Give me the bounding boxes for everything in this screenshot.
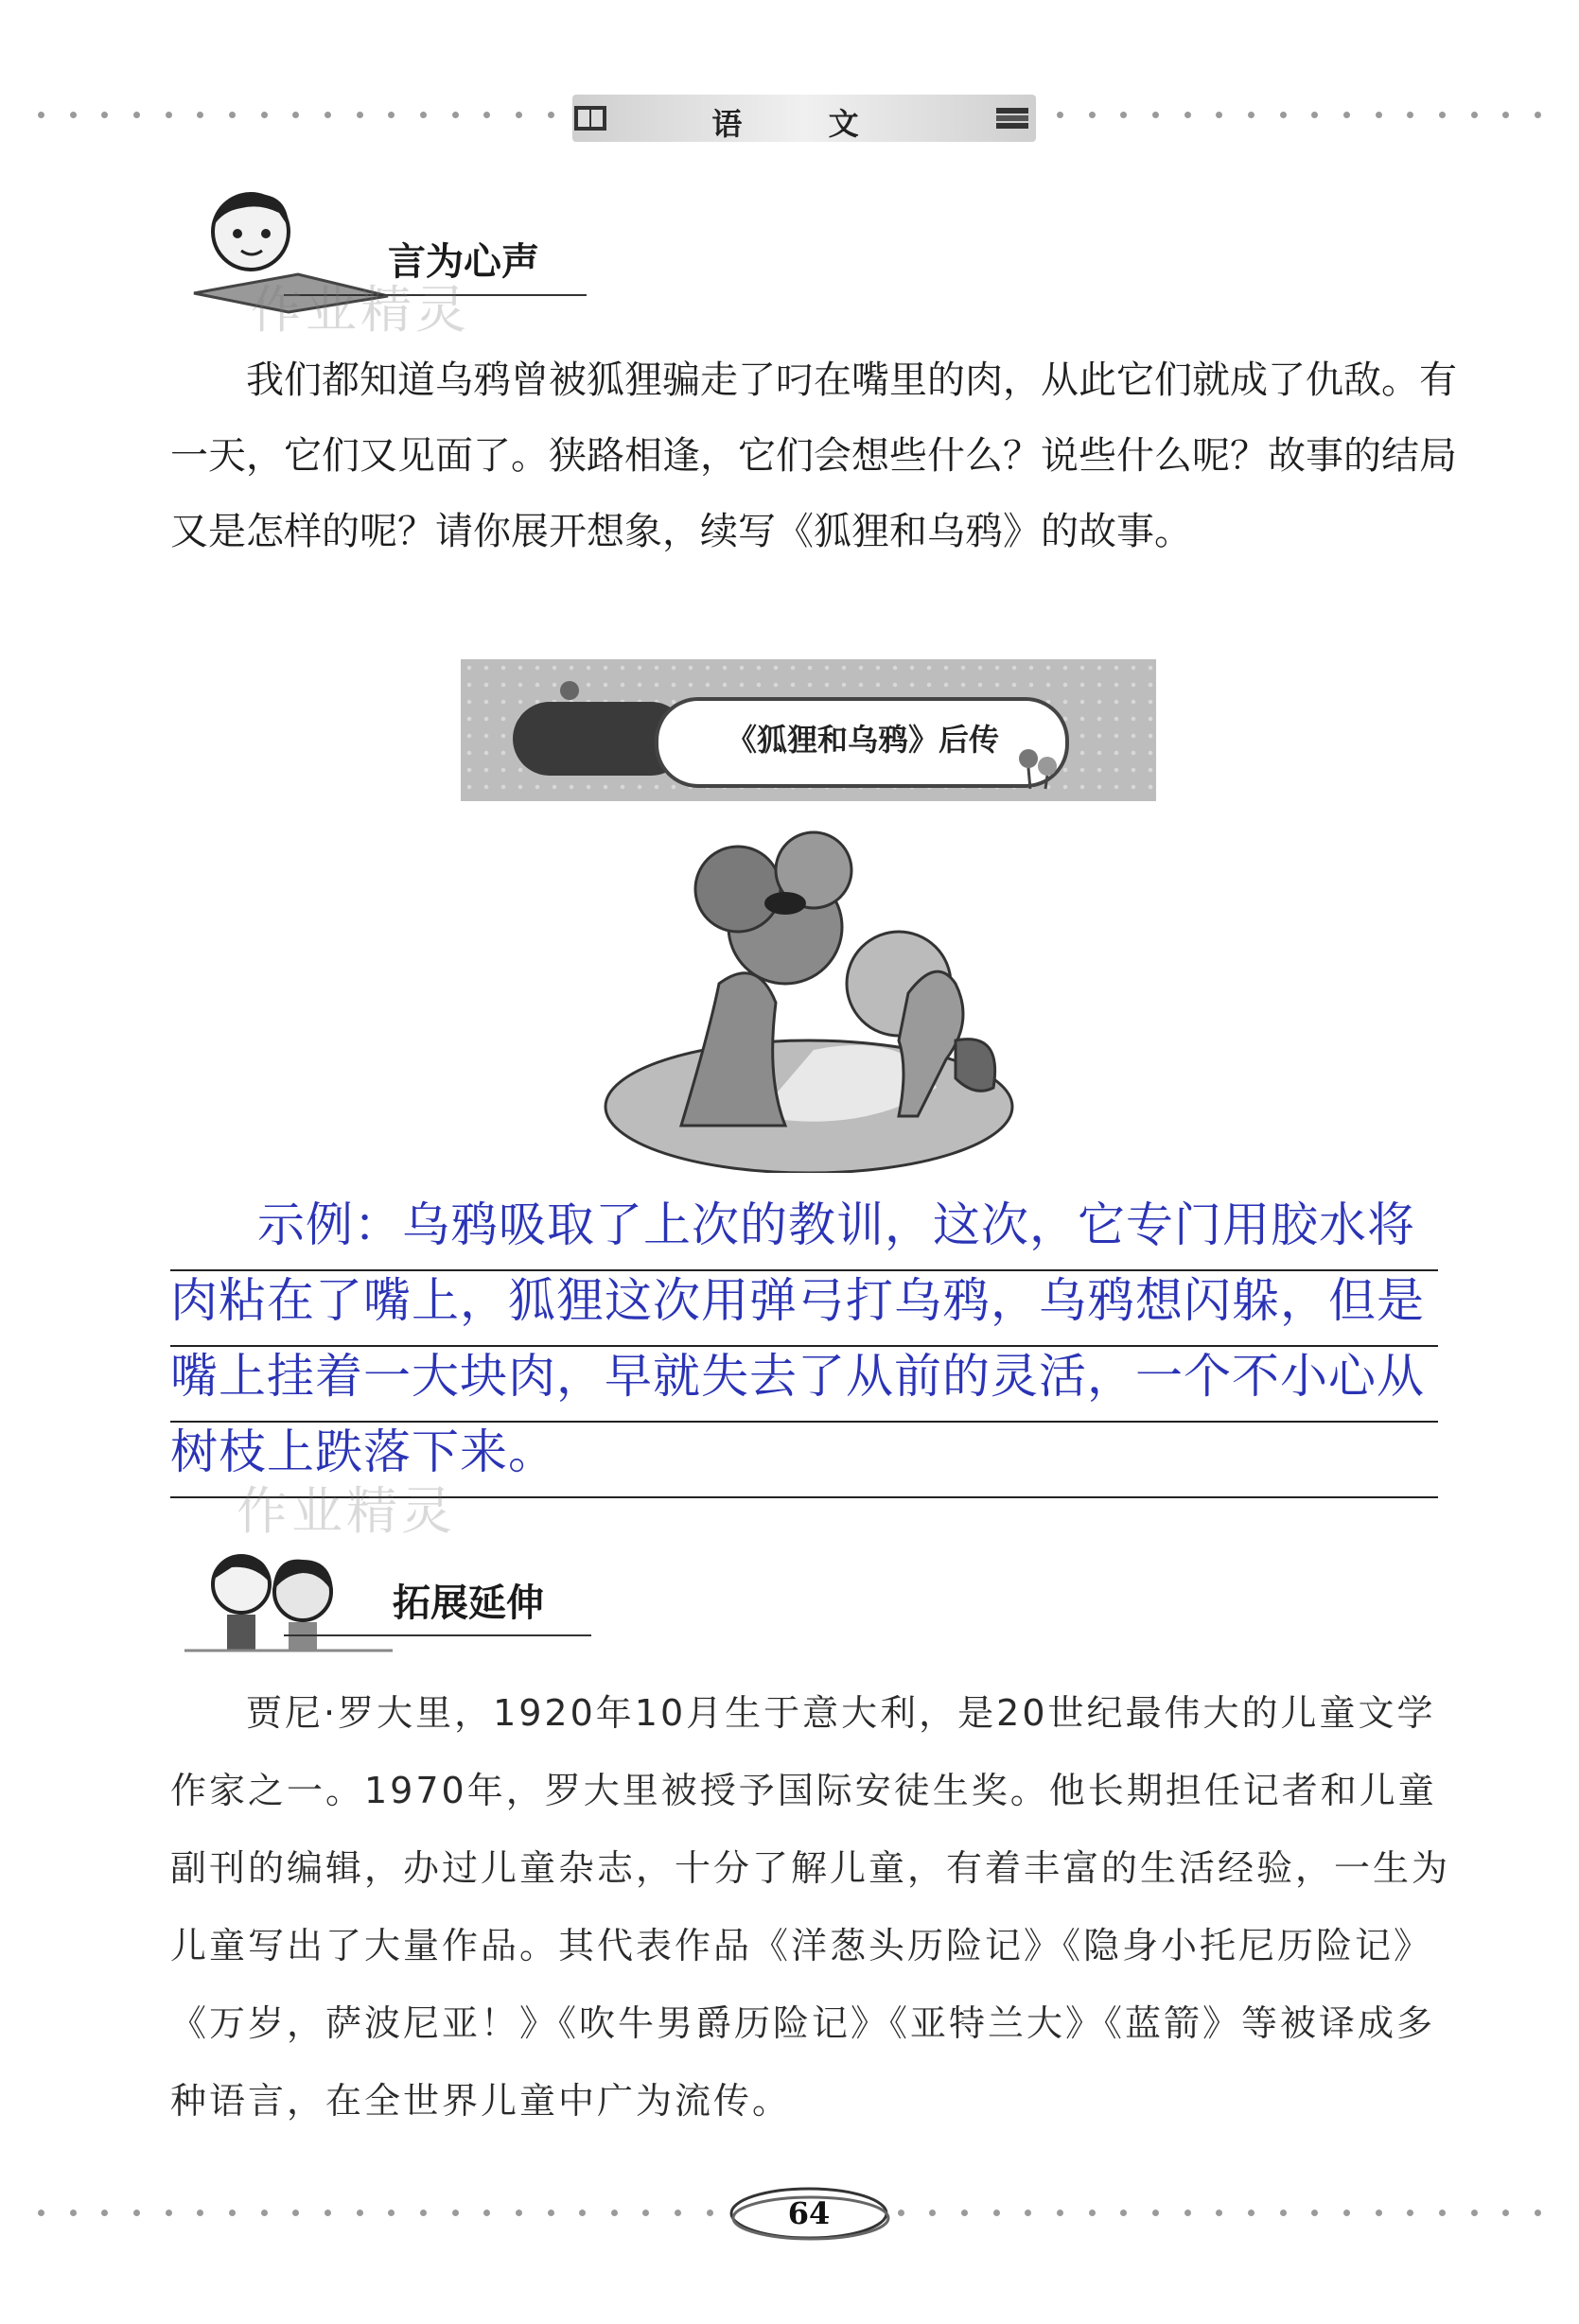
section-heading-underline xyxy=(284,1634,591,1636)
section-heading-tuozhanyanshen: 拓展延伸 xyxy=(393,1581,544,1625)
page-header xyxy=(572,95,1036,142)
answer-text: 示例：乌鸦吸取了上次的教训，这次，它专门用胶水将肉粘在了嘴上，狐狸这次用弹弓打乌鸦，乌鸦想闪躲，但是嘴上挂着一大块肉，早就失去了从前的灵活，一个不小心从树枝上跌落下来。 xyxy=(170,1197,1425,1479)
page-number-badge xyxy=(724,2180,894,2246)
answer-line xyxy=(170,1345,1438,1347)
extension-paragraph: 贾尼·罗大里，1920年10月生于意大利，是20世纪最伟大的儿童文学作家之一。1970年，罗大里被授予国际安徒生奖。他长期担任记者和儿童副刊的编辑，办过儿童杂志，十分了解儿童，有着丰富的生活经验，一生为儿童写出了大量作品。其代表作品《洋葱头历险记》《隐身小托尼历险记》《万岁，萨波尼亚！》《吹牛男爵历险记》《亚特兰大》《蓝箭》等被译成多种语言，在全世界儿童中广为流传。 xyxy=(170,1692,1451,2122)
section-heading-yanweixinsheng: 言为心声 xyxy=(388,240,539,284)
watermark: 作业精灵 xyxy=(251,280,470,340)
two-kids-icon xyxy=(180,1546,397,1655)
answer-line xyxy=(170,1421,1438,1423)
flower-icon xyxy=(1009,740,1066,792)
page-header-title: 语 文 xyxy=(711,106,897,142)
fox-crow-illustration xyxy=(596,813,1022,1173)
answer-line xyxy=(170,1269,1438,1271)
title-banner xyxy=(461,659,1156,801)
page-number: 64 xyxy=(787,2195,831,2231)
bird-icon xyxy=(555,676,584,705)
prompt-paragraph: 我们都知道乌鸦曾被狐狸骗走了叼在嘴里的肉，从此它们就成了仇敌。有一天，它们又见面了。狭路相逢，它们会想些什么？说些什么呢？故事的结局又是怎样的呢？请你展开想象，续写《狐狸和乌鸦》的故事。 xyxy=(170,358,1457,553)
book-icon xyxy=(994,102,1030,132)
watermark: 作业精灵 xyxy=(237,1481,456,1541)
banner-title: 《狐狸和乌鸦》后传 xyxy=(726,722,999,758)
